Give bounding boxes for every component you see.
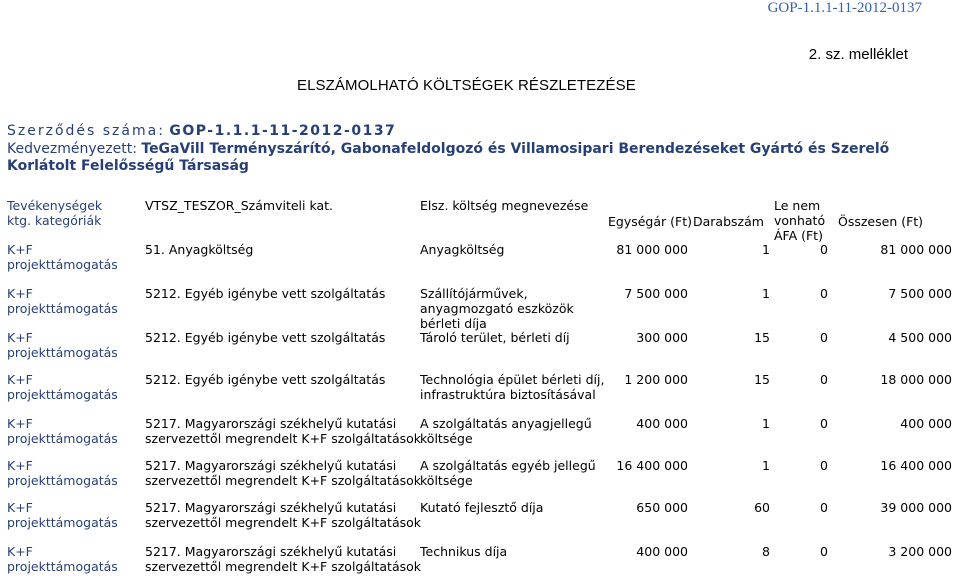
- row-category-line1: K+F: [7, 458, 33, 473]
- row-unit-price: 650 000: [636, 500, 688, 515]
- row-category-line1: K+F: [7, 544, 33, 559]
- row-teszor-line1: 5217. Magyarországi székhelyű kutatási: [145, 416, 397, 431]
- row-quantity: 1: [762, 416, 770, 431]
- row-vat: 0: [820, 330, 828, 345]
- column-header-cost-name: Elsz. költség megnevezése: [420, 198, 589, 213]
- row-category-line2: projekttámogatás: [7, 387, 118, 402]
- row-cost-name-line3: bérleti díja: [420, 316, 487, 331]
- row-cost-name-line2: anyagmozgató eszközök: [420, 301, 574, 316]
- row-cost-name-line1: Technológia épület bérleti díj,: [420, 372, 605, 387]
- row-cost-name-line1: A szolgáltatás egyéb jellegű: [420, 458, 596, 473]
- row-unit-price: 300 000: [636, 330, 688, 345]
- row-quantity: 1: [762, 242, 770, 257]
- column-header-vat: [774, 198, 825, 243]
- column-header-vat-line2: vonható: [774, 213, 826, 228]
- row-teszor-line2: szervezettől megrendelt K+F szolgáltatások: [145, 515, 422, 530]
- row-category-line1: K+F: [7, 242, 33, 257]
- row-category-line2: projekttámogatás: [7, 257, 118, 272]
- reference-number: GOP-1.1.1-11-2012-0137: [767, 0, 922, 16]
- column-header-teszor: VTSZ_TESZOR_Számviteli kat.: [145, 198, 334, 213]
- row-teszor-line1: 5212. Egyéb igénybe vett szolgáltatás: [145, 286, 386, 301]
- document-title: ELSZÁMOLHATÓ KÖLTSÉGEK RÉSZLETEZÉSE: [297, 77, 636, 94]
- row-teszor-line1: 5212. Egyéb igénybe vett szolgáltatás: [145, 372, 386, 387]
- row-category-line2: projekttámogatás: [7, 473, 118, 488]
- beneficiary-name: TeGaVill Terményszárító, Gabonafeldolgozó és Villamosipari Berendezéseket Gyártó és Szerelő Korlátolt Felelősségű Társaság: [7, 141, 890, 174]
- row-quantity: 15: [754, 372, 770, 387]
- row-vat: 0: [820, 544, 828, 559]
- row-category-line2: projekttámogatás: [7, 559, 118, 574]
- annex-label: 2. sz. melléklet: [808, 46, 908, 63]
- row-category-line1: K+F: [7, 372, 33, 387]
- row-category-line2: projekttámogatás: [7, 515, 118, 530]
- column-header-unit-price: Egységár (Ft): [608, 214, 692, 229]
- row-quantity: 8: [762, 544, 770, 559]
- row-category-line2: projekttámogatás: [7, 301, 118, 316]
- row-total: 7 500 000: [888, 286, 952, 301]
- row-vat: 0: [820, 372, 828, 387]
- row-vat: 0: [820, 458, 828, 473]
- row-teszor-line2: szervezettől megrendelt K+F szolgáltatások: [145, 473, 422, 488]
- row-quantity: 1: [762, 458, 770, 473]
- column-header-vat-line3: ÁFA (Ft): [774, 228, 823, 243]
- column-header-total: Összesen (Ft): [838, 214, 924, 229]
- row-teszor-line1: 5217. Magyarországi székhelyű kutatási: [145, 458, 397, 473]
- row-unit-price: 400 000: [636, 544, 688, 559]
- row-total: 39 000 000: [880, 500, 952, 515]
- row-unit-price: 16 400 000: [616, 458, 688, 473]
- row-unit-price: 400 000: [636, 416, 688, 431]
- row-quantity: 1: [762, 286, 770, 301]
- column-header-category-text: Tevékenységek ktg. kategóriák: [7, 198, 103, 228]
- row-vat: 0: [820, 242, 828, 257]
- row-teszor-line1: 51. Anyagköltség: [145, 242, 254, 257]
- row-vat: 0: [820, 416, 828, 431]
- row-cost-name-line2: költsége: [420, 431, 473, 446]
- row-total: 400 000: [900, 416, 952, 431]
- contract-label: Szerződés száma:: [7, 123, 165, 139]
- row-cost-name-line1: Anyagköltség: [420, 242, 505, 257]
- row-cost-name-line1: Technikus díja: [420, 544, 508, 559]
- row-category-line2: projekttámogatás: [7, 345, 118, 360]
- row-category-line2: projekttámogatás: [7, 431, 118, 446]
- row-cost-name-line2: infrastruktúra biztosításával: [420, 387, 596, 402]
- row-category-line1: K+F: [7, 330, 33, 345]
- contract-number: GOP-1.1.1-11-2012-0137: [169, 123, 397, 139]
- row-vat: 0: [820, 500, 828, 515]
- row-cost-name-line1: Tároló terület, bérleti díj: [420, 330, 570, 345]
- beneficiary-label: Kedvezményezett:: [7, 141, 137, 157]
- row-cost-name-line1: Szállítójárművek,: [420, 286, 528, 301]
- row-category-line1: K+F: [7, 286, 33, 301]
- row-teszor-line1: 5217. Magyarországi székhelyű kutatási: [145, 500, 397, 515]
- row-teszor-line1: 5212. Egyéb igénybe vett szolgáltatás: [145, 330, 386, 345]
- row-cost-name-line2: költsége: [420, 473, 473, 488]
- row-total: 81 000 000: [880, 242, 952, 257]
- row-vat: 0: [820, 286, 828, 301]
- row-teszor-line2: szervezettől megrendelt K+F szolgáltatások: [145, 431, 422, 446]
- row-teszor-line1: 5217. Magyarországi székhelyű kutatási: [145, 544, 397, 559]
- row-total: 4 500 000: [888, 330, 952, 345]
- row-quantity: 60: [754, 500, 770, 515]
- row-cost-name-line1: Kutató fejlesztő díja: [420, 500, 544, 515]
- column-header-quantity: Darabszám: [693, 214, 764, 229]
- row-category-line1: K+F: [7, 416, 33, 431]
- row-cost-name-line1: A szolgáltatás anyagjellegű: [420, 416, 592, 431]
- row-unit-price: 7 500 000: [624, 286, 688, 301]
- row-teszor-line2: szervezettől megrendelt K+F szolgáltatások: [145, 559, 422, 574]
- row-total: 18 000 000: [880, 372, 952, 387]
- row-quantity: 15: [754, 330, 770, 345]
- column-header-vat-line1: Le nem: [774, 198, 821, 213]
- row-unit-price: 81 000 000: [616, 242, 688, 257]
- row-total: 3 200 000: [888, 544, 952, 559]
- column-header-category: [7, 198, 127, 228]
- row-unit-price: 1 200 000: [624, 372, 688, 387]
- row-category-line1: K+F: [7, 500, 33, 515]
- row-total: 16 400 000: [880, 458, 952, 473]
